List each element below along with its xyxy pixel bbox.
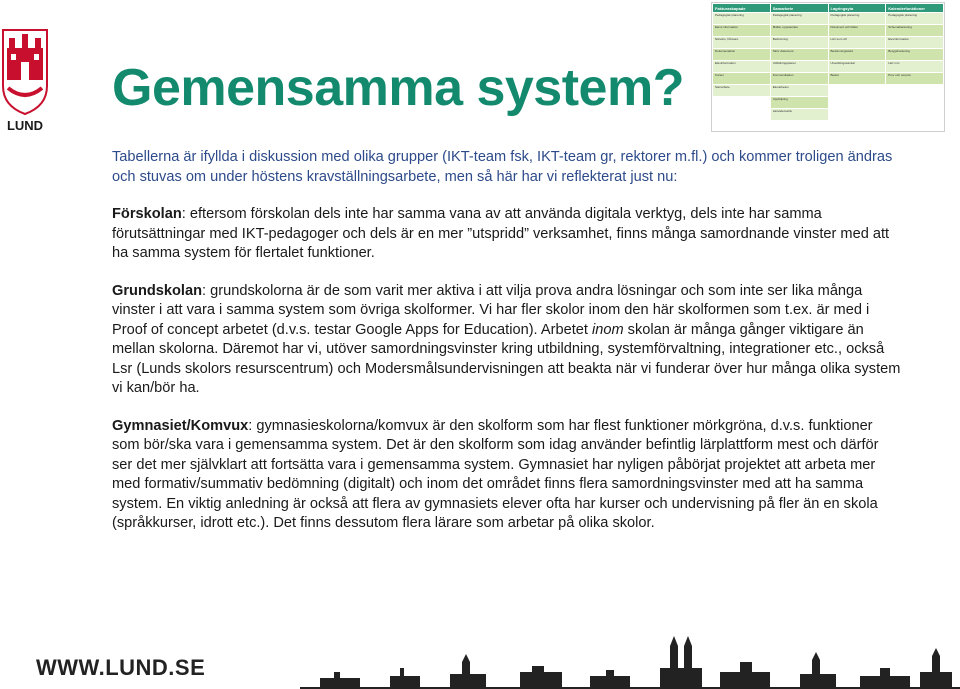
thumbnail-cell: Bedömning: [770, 37, 828, 49]
thumbnail-row: [713, 73, 944, 85]
gymnasiet-paragraph: [112, 417, 902, 534]
thumbnail-cell: Elevinformation: [886, 37, 944, 49]
thumbnail-cell: Pedagogisk planering: [886, 13, 944, 25]
thumbnail-row: [713, 37, 944, 49]
city-skyline-icon: [300, 632, 960, 689]
thumbnail-cell: Pedagogisk planering: [713, 13, 771, 25]
forskolan-label: Förskolan: [112, 206, 182, 222]
thumbnail-cell: Betygshantering: [886, 49, 944, 61]
thumbnail-cell: Prov och omprov: [886, 73, 944, 85]
thumbnail-body: [713, 13, 944, 121]
thumbnail-cell: Elevs information: [713, 25, 771, 37]
thumbnail-table: [711, 2, 945, 132]
forskolan-paragraph: [112, 205, 902, 264]
thumbnail-cell: [886, 85, 944, 97]
thumbnail-cell: Skriv dokument: [770, 49, 828, 61]
thumbnail-cell: Lärr mm: [886, 61, 944, 73]
thumbnail-cell: [886, 97, 944, 109]
thumbnail-cell: Utbildningsplaner: [770, 61, 828, 73]
grundskolan-text-italic: inom: [591, 321, 624, 338]
footer-url: WWW.LUND.SE: [36, 655, 206, 680]
thumbnail-header-cell: Samarbete: [770, 4, 828, 13]
thumbnail-row: [713, 97, 944, 109]
lund-coat-of-arms-icon: [0, 28, 50, 132]
thumbnail-cell: Bedömningsstöd: [828, 49, 886, 61]
thumbnail-row: [713, 85, 944, 97]
thumbnail-cell: Beslut: [828, 73, 886, 85]
thumbnail-cell: [886, 109, 944, 121]
thumbnail-row: [713, 49, 944, 61]
thumbnail-cell: Kommunikation: [770, 73, 828, 85]
thumbnail-header-cell: Fakturaskapade: [713, 4, 771, 13]
grundskolan-paragraph: [112, 282, 902, 399]
page-title: Gemensamma system?: [112, 59, 684, 117]
thumbnail-row: [713, 61, 944, 73]
thumbnail-cell: Närvaro, frånvaro: [713, 37, 771, 49]
thumbnail-cell: Utvecklingssamtal: [828, 61, 886, 73]
gymnasiet-label: Gymnasiet/Komvux: [112, 417, 249, 434]
thumbnail-cell: Lärandematris: [770, 109, 828, 121]
thumbnail-cell: Samarbete: [713, 85, 771, 97]
thumbnail-cell: Pedagogisk planering: [770, 13, 828, 25]
gymnasiet-text: : gymnasieskolorna/komvux är den skolform som har flest funktioner mörkgröna, d.v.s. funktioner som bör/ska vara i gemensamma system. Det är den skolform som idag använder befintlig lärplattform mest och därför ser det mer självklart att fortsätta vara i gemensamma system. Gymnasiet har nyligen påbörjat projektet att arbeta mer med formativ/summativ bedömning (digitalt) och inom det området finns flera samordningsvinster med att ha samma system. En viktig anledning är också att flera av gymnasiets elever ofta har kurser och undervisning på fler än en skola (språkkurser, idrott etc.). Det finns dessutom flera lärare som arbetar på olika skolor.: [112, 417, 879, 531]
thumbnail-cell: Lärr som vill: [828, 37, 886, 49]
thumbnail-cell: [828, 85, 886, 97]
forskolan-text: : eftersom förskolan dels inte har samma vana av att använda digitala verktyg, dels inte har samma förutsättningar med IKT-pedagoger och dels är en mer ”utspridd” verksamhet, finns många samordnande vinster med att ha samma system för flertalet funktioner.: [112, 206, 890, 261]
thumbnail-cell: Pedagogisk planering: [828, 13, 886, 25]
thumbnail-cell: Kurser: [713, 73, 771, 85]
grundskolan-text-1: : grundskolorna är de som varit mer aktiva i att vilja prova andra lösningar och som inte ser lika många vinster i att vara i samma system som övriga skolformer. Vi har fler skolor inom den här skolformen som t.ex. är med i Proof of concept arbetet (d.v.s. testar Google Apps for Education). Arbetet: [112, 282, 870, 338]
thumbnail-cell: Elevarbeten: [770, 85, 828, 97]
grundskolan-label: Grundskolan: [112, 282, 203, 299]
thumbnail-header-cell: Lagringsyta: [828, 4, 886, 13]
thumbnail-header-cell: Kalenderfunktioner: [886, 4, 944, 13]
lund-logo: [0, 28, 50, 132]
thumbnail-row: [713, 13, 944, 25]
thumbnail-cell: Uppföljning: [770, 97, 828, 109]
slide-content: [112, 148, 902, 552]
thumbnail-cell: [713, 97, 771, 109]
thumbnail-cell: Mallar, uppsamlare: [770, 25, 828, 37]
thumbnail-cell: [828, 97, 886, 109]
thumbnail-cell: [713, 109, 771, 121]
intro-text: Tabellerna är ifyllda i diskussion med olika grupper (IKT-team fsk, IKT-team gr, rektorer m.fl.) och kommer troligen ändras och stuvas om under höstens kravställningsarbete, men så här har vi reflekterat just nu:: [112, 149, 893, 185]
thumbnail-cell: Schemahantering: [886, 25, 944, 37]
thumbnail-row: [713, 109, 944, 121]
thumbnail-cell: [828, 109, 886, 121]
grundskolan-text-2: skolan är många gånger viktigare än mellan skolorna. Däremot har vi, utöver samordningsvinster kring utbildning, systemförvaltning, integrationer etc., också Lsr (Lunds skolors resurscentrum) och Modersmålsundervisningen att beakta när vi funderar över hur många olika system vi kan/bör ha.: [112, 321, 901, 396]
thumbnail-header-row: [713, 4, 944, 13]
thumbnail-cell: Dokumentation: [713, 49, 771, 61]
thumbnail-cell: Dokument och bilder: [828, 25, 886, 37]
thumbnail-cell: Elevinformation: [713, 61, 771, 73]
thumbnail-row: [713, 25, 944, 37]
logo-text: LUND: [6, 118, 44, 132]
